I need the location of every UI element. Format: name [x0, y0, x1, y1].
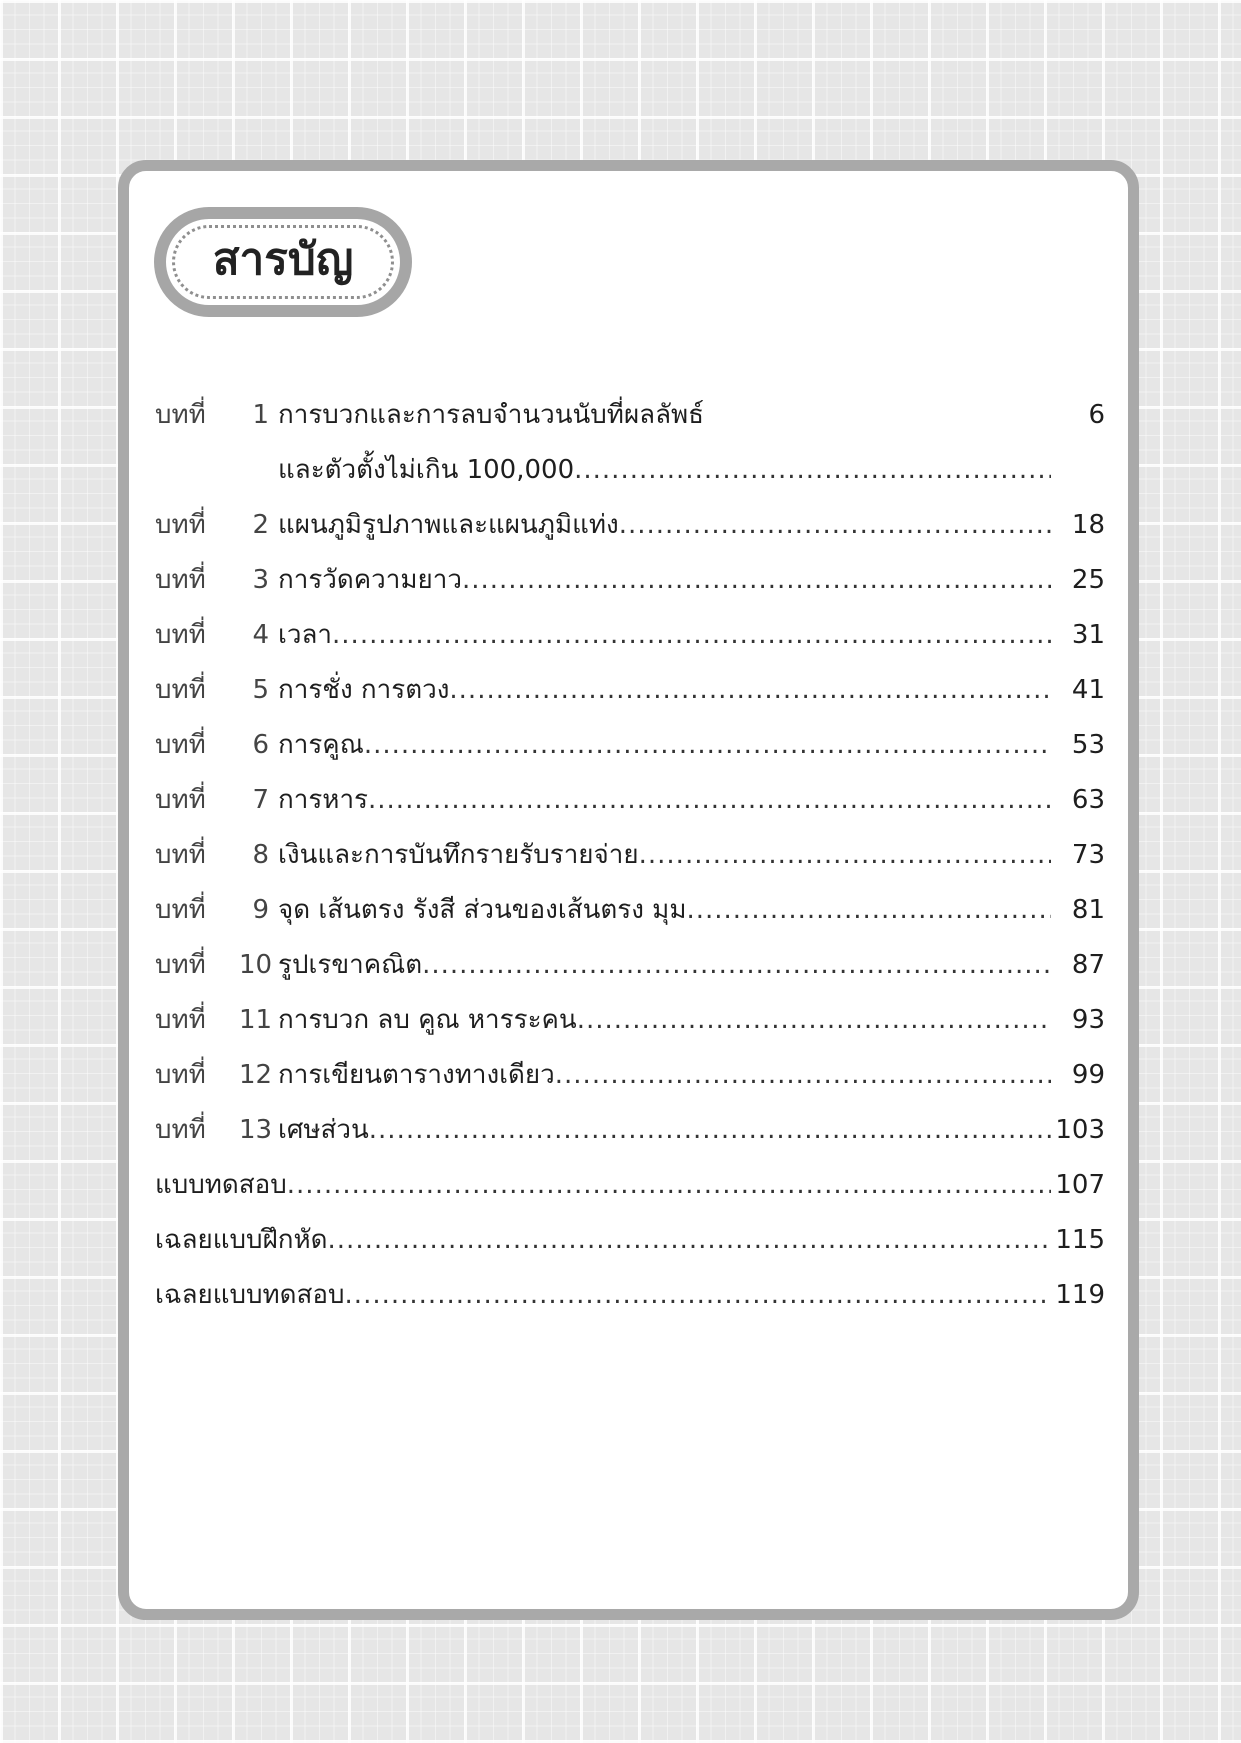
toc-row-chapter-3[interactable]	[155, 553, 1105, 608]
page-number: 119	[1055, 1280, 1105, 1310]
section-title: แบบทดสอบ	[155, 1170, 287, 1200]
chapter-number: 2	[252, 510, 269, 540]
chapter-number: 4	[252, 620, 269, 650]
chapter-number: 9	[252, 895, 269, 925]
dot-leader	[574, 443, 1051, 498]
chapter-number: 7	[252, 785, 269, 815]
page-number: 6	[1088, 400, 1105, 430]
toc-row-chapter-13[interactable]	[155, 1103, 1105, 1158]
dot-leader	[639, 828, 1051, 883]
dot-leader	[577, 993, 1051, 1048]
toc-row-chapter-2[interactable]	[155, 498, 1105, 553]
title-badge-dotted-border	[172, 225, 394, 299]
dot-leader	[332, 608, 1051, 663]
chapter-label: บทที่	[155, 400, 206, 430]
chapter-title: การบวกและการลบจำนวนนับที่ผลลัพธ์	[278, 400, 705, 430]
chapter-number: 6	[252, 730, 269, 760]
toc-row-chapter-5[interactable]	[155, 663, 1105, 718]
chapter-number: 1	[252, 400, 269, 430]
page-number: 103	[1055, 1115, 1105, 1145]
chapter-title: การหาร	[278, 785, 369, 815]
chapter-label: บทที่	[155, 1115, 206, 1145]
page-number: 18	[1071, 510, 1105, 540]
chapter-label: บทที่	[155, 950, 206, 980]
page-number: 25	[1071, 565, 1105, 595]
chapter-number: 3	[252, 565, 269, 595]
chapter-title: การวัดความยาว	[278, 565, 462, 595]
dot-leader	[422, 938, 1051, 993]
page-number: 99	[1071, 1060, 1105, 1090]
page-number: 81	[1071, 895, 1105, 925]
chapter-title: จุด เส้นตรง รังสี ส่วนของเส้นตรง มุม	[278, 895, 687, 925]
dot-leader	[287, 1158, 1051, 1213]
chapter-label: บทที่	[155, 895, 206, 925]
chapter-title: เศษส่วน	[278, 1115, 369, 1145]
chapter-title: เงินและการบันทึกรายรับรายจ่าย	[278, 840, 639, 870]
toc-row-chapter-9[interactable]	[155, 883, 1105, 938]
chapter-number: 10	[239, 950, 273, 980]
toc-row-chapter-11[interactable]	[155, 993, 1105, 1048]
chapter-title: การบวก ลบ คูณ หารระคน	[278, 1005, 577, 1035]
dot-leader	[555, 1048, 1051, 1103]
toc-row-chapter-1[interactable]	[155, 388, 1105, 443]
toc-row-chapter-7[interactable]	[155, 773, 1105, 828]
page-number: 93	[1071, 1005, 1105, 1035]
chapter-label: บทที่	[155, 1005, 206, 1035]
chapter-title: การเขียนตารางทางเดียว	[278, 1060, 555, 1090]
title-badge	[154, 207, 412, 317]
chapter-label: บทที่	[155, 785, 206, 815]
chapter-title: รูปเรขาคณิต	[278, 950, 423, 980]
chapter-number: 5	[252, 675, 269, 705]
toc-row-chapter-4[interactable]	[155, 608, 1105, 663]
dot-leader	[368, 773, 1051, 828]
chapter-title: การคูณ	[278, 730, 364, 760]
table-of-contents	[155, 388, 1105, 1323]
chapter-label: บทที่	[155, 620, 206, 650]
toc-row-chapter-6[interactable]	[155, 718, 1105, 773]
dot-leader	[364, 718, 1051, 773]
page-number: 63	[1071, 785, 1105, 815]
chapter-title: แผนภูมิรูปภาพและแผนภูมิแท่ง	[278, 510, 619, 540]
section-title: เฉลยแบบฝึกหัด	[155, 1225, 328, 1255]
page-number: 41	[1071, 675, 1105, 705]
page-number: 107	[1055, 1170, 1105, 1200]
chapter-title-continued: และตัวตั้งไม่เกิน 100,000	[278, 455, 575, 485]
page-title: สารบัญ	[212, 234, 354, 285]
dot-leader	[449, 663, 1051, 718]
page-number: 53	[1071, 730, 1105, 760]
toc-row-chapter-8[interactable]	[155, 828, 1105, 883]
toc-row-chapter-1-continued[interactable]	[155, 443, 1105, 498]
section-title: เฉลยแบบทดสอบ	[155, 1280, 345, 1310]
dot-leader	[345, 1268, 1051, 1323]
chapter-label: บทที่	[155, 510, 206, 540]
chapter-label: บทที่	[155, 1060, 206, 1090]
toc-row-test-answers[interactable]	[155, 1268, 1105, 1323]
chapter-label: บทที่	[155, 840, 206, 870]
toc-row-exercise-answers[interactable]	[155, 1213, 1105, 1268]
dot-leader	[462, 553, 1051, 608]
dot-leader	[619, 498, 1051, 553]
toc-row-chapter-12[interactable]	[155, 1048, 1105, 1103]
page-number: 31	[1071, 620, 1105, 650]
chapter-number: 13	[239, 1115, 273, 1145]
page-number: 73	[1071, 840, 1105, 870]
chapter-label: บทที่	[155, 565, 206, 595]
toc-row-chapter-10[interactable]	[155, 938, 1105, 993]
chapter-label: บทที่	[155, 675, 206, 705]
page-number: 115	[1055, 1225, 1105, 1255]
page-number: 87	[1071, 950, 1105, 980]
dot-leader	[686, 883, 1051, 938]
chapter-number: 8	[252, 840, 269, 870]
chapter-number: 12	[239, 1060, 273, 1090]
chapter-label: บทที่	[155, 730, 206, 760]
dot-leader	[369, 1103, 1051, 1158]
toc-row-test[interactable]	[155, 1158, 1105, 1213]
chapter-title: เวลา	[278, 620, 333, 650]
chapter-number: 11	[239, 1005, 273, 1035]
chapter-title: การชั่ง การตวง	[278, 675, 450, 705]
dot-leader	[328, 1213, 1051, 1268]
